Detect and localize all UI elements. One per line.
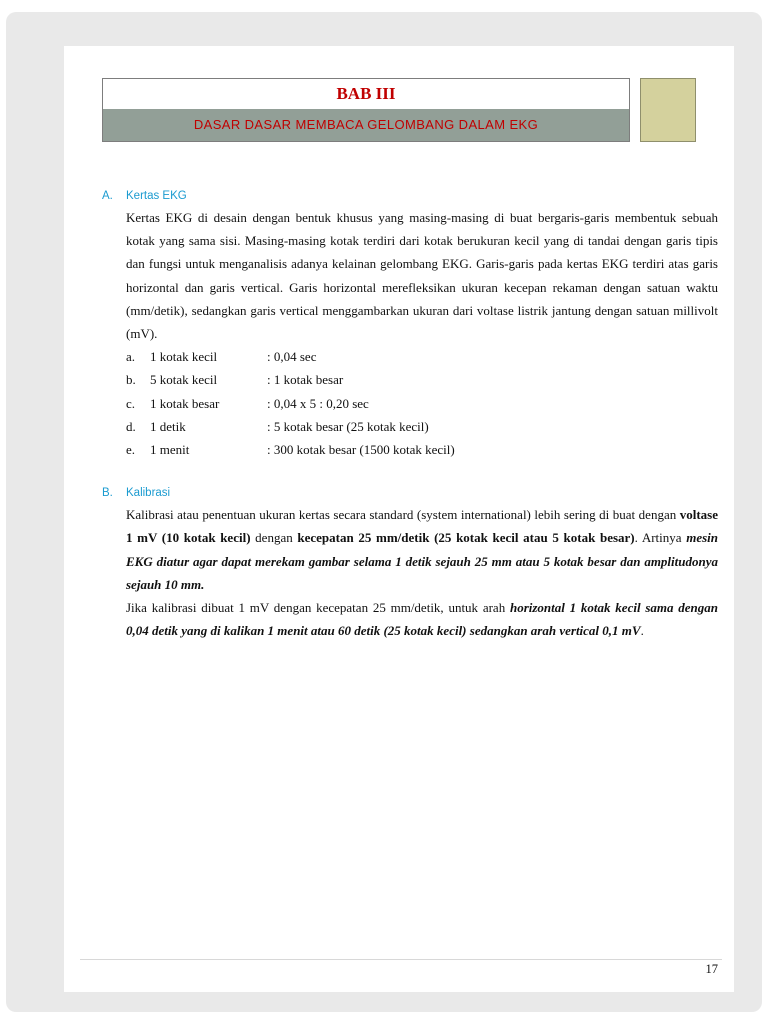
chapter-title: BAB III	[336, 84, 396, 103]
section-a-paragraph: Kertas EKG di desain dengan bentuk khusus yang masing-masing di buat bergaris-garis membentuk sebuah kotak yang sama sisi. Masing-masing kotak terdiri dari kotak berukuran kecil yang di tandai dengan garis tipis dan fungsi untuk menganalisis adanya kelainan gelombang EKG. Garis-garis pada kertas EKG terdiri atas garis horizontal dan garis vertical. Garis horizontal merefleksikan ukuran kecepan rekaman dengan satuan waktu (mm/detik), sedangkan garis vertical menggambarkan ukuran dari voltase listrik jantung dengan satuan millivolt (mV).	[126, 210, 718, 342]
section-b-title: Kalibrasi	[126, 487, 171, 500]
section-b-paragraph-1	[126, 503, 718, 596]
section-b-heading	[102, 483, 718, 503]
text-run: Jika kalibrasi dibuat 1 mV dengan kecepatan 25 mm/detik, untuk arah	[126, 599, 510, 615]
list-value: : 1 kotak besar	[267, 372, 344, 388]
slide-frame	[6, 12, 762, 1012]
list-term: 5 kotak kecil	[150, 372, 218, 388]
text-run: . Artinya	[634, 530, 687, 546]
list-marker: a.	[126, 349, 136, 365]
list-item	[126, 438, 718, 461]
document-page	[64, 46, 734, 992]
list-term: 1 detik	[150, 418, 186, 434]
list-item	[126, 368, 718, 391]
section-a-letter: A.	[102, 190, 113, 202]
section-b-letter: B.	[102, 487, 113, 500]
list-item	[126, 345, 718, 368]
bold-run: voltase 1 mV (10 kotak kecil)	[126, 507, 718, 546]
text-run: Kalibrasi atau penentuan ukuran kertas secara standard (system international) lebih sering di buat dengan	[126, 507, 680, 523]
bold-italic-run: mesin EKG diatur agar dapat merekam gambar selama 1 detik sejauh 25 mm atau 5 kotak besar dan amplitudonya sejauh 10 mm.	[126, 530, 718, 592]
accent-square	[640, 78, 696, 142]
list-item	[126, 415, 718, 438]
section-a-title: Kertas EKG	[126, 190, 187, 202]
footer-divider	[80, 959, 722, 960]
list-item	[126, 392, 718, 415]
list-term: 1 kotak kecil	[150, 349, 218, 365]
list-value: : 0,04 x 5 : 0,20 sec	[267, 395, 369, 411]
list-value: : 0,04 sec	[267, 349, 317, 365]
page-number: 17	[705, 962, 718, 976]
section-gap	[102, 461, 718, 483]
section-b-paragraph-2	[126, 596, 718, 642]
list-term: 1 menit	[150, 441, 190, 457]
list-value: : 5 kotak besar (25 kotak kecil)	[267, 418, 429, 434]
list-marker: b.	[126, 372, 136, 388]
page-content	[102, 186, 718, 642]
text-run: .	[640, 623, 644, 639]
bold-run: kecepatan 25 mm/detik (25 kotak kecil atau 5 kotak besar)	[297, 530, 635, 546]
chapter-subtitle: DASAR DASAR MEMBACA GELOMBANG DALAM EKG	[103, 109, 629, 141]
section-a-heading	[102, 186, 718, 206]
list-term: 1 kotak besar	[150, 395, 220, 411]
bold-italic-run: horizontal 1 kotak kecil sama dengan 0,04 detik yang di kalikan 1 menit atau 60 detik (25 kotak kecil) sedangkan arah vertical 0,1 mV	[126, 599, 718, 639]
ekg-paper-list	[126, 345, 718, 461]
list-marker: c.	[126, 395, 136, 411]
text-run: dengan	[250, 530, 298, 546]
list-marker: d.	[126, 418, 136, 434]
chapter-header	[102, 78, 630, 142]
list-value: : 300 kotak besar (1500 kotak kecil)	[267, 441, 455, 457]
list-marker: e.	[126, 441, 136, 457]
